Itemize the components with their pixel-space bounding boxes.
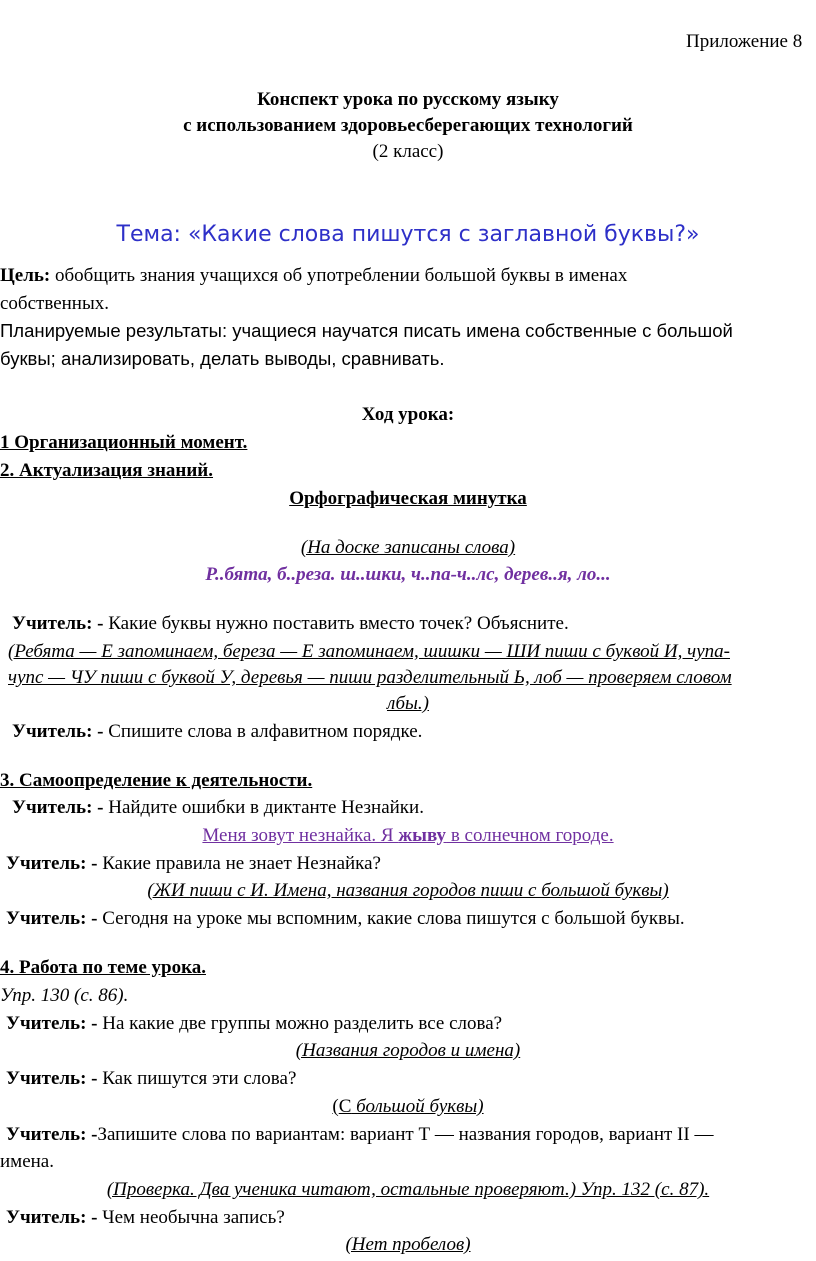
teacher-question-9: Учитель: - Чем необычна запись?	[6, 1207, 285, 1228]
teacher-question-1: Учитель: - Какие буквы нужно поставить вместо точек? Объясните.	[12, 613, 569, 634]
planned-results-2: буквы; анализировать, делать выводы, сравнивать.	[0, 348, 445, 369]
teacher-label: Учитель: -	[6, 908, 98, 929]
answer-9: (Нет пробелов)	[345, 1234, 471, 1255]
teacher-label: Учитель: -	[6, 1207, 98, 1228]
spelling-minute-title: Орфографическая минутка	[289, 488, 527, 509]
answer-7: (С большой буквы)	[332, 1096, 484, 1117]
lesson-theme: Тема: «Какие слова пишутся с заглавной буквы?»	[116, 222, 700, 247]
answer-4: (ЖИ пиши с И. Имена, названия городов пиши с большой буквы)	[147, 880, 669, 901]
exercise-130: Упр. 130 (с. 86).	[0, 985, 129, 1006]
teacher-question-5: Учитель: - Сегодня на уроке мы вспомним, какие слова пишутся с большой буквы.	[6, 908, 685, 929]
teacher-label: Учитель: -	[12, 721, 104, 742]
goal-line-1	[0, 264, 627, 288]
teacher-question-3: Учитель: - Найдите ошибки в диктанте Незнайки.	[12, 797, 424, 818]
goal-line-2: собственных.	[0, 293, 109, 314]
teacher-label: Учитель: -	[6, 1068, 98, 1089]
teacher-label: Учитель: -	[6, 853, 98, 874]
teacher-label: Учитель: -	[6, 1013, 98, 1034]
answer-6: (Названия городов и имена)	[295, 1040, 521, 1061]
lesson-flow-heading: Ход урока:	[361, 404, 455, 425]
header-grade: (2 класс)	[372, 141, 444, 162]
section-3-heading: 3. Самоопределение к деятельности.	[0, 770, 313, 791]
header-line-2: с использованием здоровьесберегающих технологий	[183, 115, 633, 136]
section-4-heading: 4. Работа по теме урока.	[0, 957, 206, 978]
board-words: Р..бята, б..реза. ш..шки, ч..па-ч..лс, дерев..я, ло...	[205, 564, 611, 585]
goal-label: Цель:	[0, 265, 51, 286]
dictation-text: Меня зовут незнайка. Я жыву в солнечном городе.	[202, 825, 614, 846]
header-line-1: Конспект урока по русскому языку	[257, 89, 559, 110]
teacher-question-7: Учитель: - Как пишутся эти слова?	[6, 1068, 297, 1089]
teacher-question-8-cont: имена.	[0, 1151, 54, 1172]
dictation-error-word: жыву	[398, 825, 447, 846]
planned-results-1: Планируемые результаты: учащиеся научатся писать имена собственные с большой	[0, 320, 733, 341]
teacher-label: Учитель: -	[12, 797, 104, 818]
answer-1-line-3: лбы.)	[386, 693, 430, 714]
answer-8: (Проверка. Два ученика читают, остальные проверяют.) Упр. 132 (с. 87).	[106, 1179, 710, 1200]
teacher-label: Учитель: -	[12, 613, 104, 634]
appendix-label: Приложение 8	[686, 31, 803, 52]
section-2-heading: 2. Актуализация знаний.	[0, 460, 214, 481]
teacher-question-2: Учитель: - Спишите слова в алфавитном порядке.	[12, 721, 423, 742]
answer-1-line-1: (Ребята — Е запоминаем, береза — Е запоминаем, шишки — ШИ пиши с буквой И, чупа-	[8, 641, 730, 662]
section-1-heading: 1 Организационный момент.	[0, 432, 248, 453]
answer-1-line-2: чупс — ЧУ пиши с буквой У, деревья — пиши разделительный Ь, лоб — проверяем словом	[8, 667, 732, 688]
teacher-label: Учитель: -	[6, 1124, 98, 1145]
teacher-question-8: Учитель: -Запишите слова по вариантам: вариант Т — названия городов, вариант II —	[6, 1124, 714, 1145]
board-note: (На доске записаны слова)	[300, 537, 516, 558]
teacher-question-6: Учитель: - На какие две группы можно разделить все слова?	[6, 1013, 503, 1034]
teacher-question-4: Учитель: - Какие правила не знает Незнайка?	[6, 853, 381, 874]
goal-text: обобщить знания учащихся об употреблении большой буквы в именах	[50, 265, 628, 286]
